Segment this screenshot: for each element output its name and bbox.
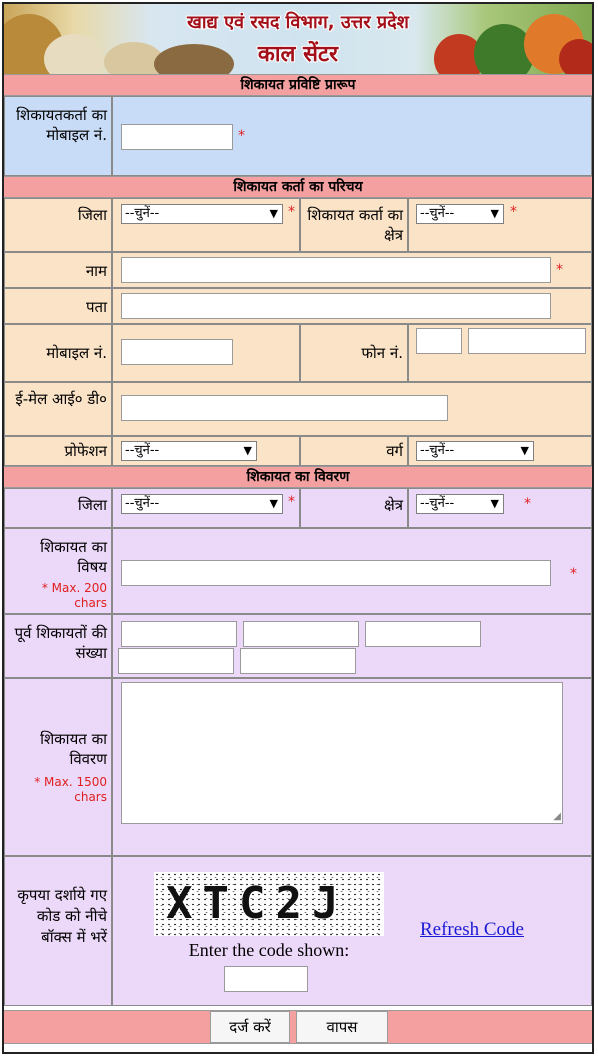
category-select[interactable] bbox=[416, 441, 534, 461]
section-entry-form: शिकायत प्रविष्टि प्रारूप bbox=[4, 74, 592, 96]
subject-input[interactable] bbox=[121, 560, 551, 586]
email-label-cell bbox=[4, 382, 112, 436]
previous-complaints-label: पूर्व शिकायतों की संख्या bbox=[14, 624, 107, 662]
district-label-cell bbox=[4, 198, 112, 252]
refresh-code-link[interactable]: Refresh Code bbox=[420, 919, 524, 940]
subject-label-cell bbox=[4, 528, 112, 614]
complaint-area-select[interactable] bbox=[416, 494, 504, 514]
mobile-label: मोबाइल नं. bbox=[46, 344, 107, 362]
dropdown-arrow-icon: ▼ bbox=[520, 444, 529, 457]
phone-label: फोन नं. bbox=[361, 344, 403, 362]
section-complaint-details: शिकायत का विवरण bbox=[4, 466, 592, 488]
complaint-area-label: क्षेत्र bbox=[383, 496, 403, 514]
profession-selected: --चुनें-- bbox=[125, 443, 160, 458]
district-selected: --चुनें-- bbox=[125, 206, 160, 221]
complaint-district-select[interactable] bbox=[121, 494, 283, 514]
district-label: जिला bbox=[77, 206, 107, 224]
complaint-area-label-cell bbox=[300, 488, 408, 528]
address-label-cell bbox=[4, 288, 112, 324]
captcha-label: कृपया दर्शाये गए कोड को नीचे बॉक्स में भरें bbox=[17, 886, 107, 946]
address-label: पता bbox=[86, 298, 107, 316]
description-label-cell bbox=[4, 678, 112, 856]
dropdown-arrow-icon: ▼ bbox=[243, 444, 252, 457]
complaint-form-page bbox=[2, 2, 594, 1054]
phone-label-cell bbox=[300, 324, 408, 382]
previous-complaint-input-5[interactable] bbox=[240, 648, 356, 674]
required-mark: * bbox=[238, 128, 245, 144]
description-textarea[interactable] bbox=[121, 682, 563, 824]
captcha-prompt: Enter the code shown: bbox=[188, 940, 350, 960]
subject-char-limit: * Max. 200 chars bbox=[41, 581, 107, 610]
required-mark: * bbox=[570, 566, 577, 582]
header-banner bbox=[4, 4, 592, 74]
name-label: नाम bbox=[85, 262, 107, 280]
subject-label: शिकायत का विषय bbox=[40, 538, 107, 576]
category-label: वर्ग bbox=[386, 442, 403, 460]
department-title: खाद्य एवं रसद विभाग, उत्तर प्रदेश bbox=[187, 12, 409, 33]
previous-complaint-input-2[interactable] bbox=[243, 621, 359, 647]
email-label: ई-मेल आई० डी० bbox=[15, 390, 107, 408]
complaint-district-label: जिला bbox=[77, 496, 107, 514]
category-label-cell bbox=[300, 436, 408, 466]
name-label-cell bbox=[4, 252, 112, 288]
email-input[interactable] bbox=[121, 395, 448, 421]
previous-complaint-input-1[interactable] bbox=[121, 621, 237, 647]
description-char-limit: * Max. 1500 chars bbox=[34, 775, 107, 804]
address-input[interactable] bbox=[121, 293, 551, 319]
required-mark: * bbox=[288, 204, 295, 220]
complainant-area-select[interactable] bbox=[416, 204, 504, 224]
previous-complaints-label-cell bbox=[4, 614, 112, 678]
mobile-label-cell bbox=[4, 96, 112, 176]
required-mark: * bbox=[524, 496, 531, 512]
captcha-image: XTC2J bbox=[154, 872, 384, 936]
complainant-mobile-label: शिकायतकर्ता का मोबाइल नं. bbox=[16, 106, 107, 144]
complainant-mobile-input[interactable] bbox=[121, 124, 233, 150]
dropdown-arrow-icon: ▼ bbox=[490, 497, 499, 510]
mobile-no-label-cell bbox=[4, 324, 112, 382]
captcha-input[interactable] bbox=[224, 966, 308, 992]
profession-label-cell bbox=[4, 436, 112, 466]
section-complainant-intro: शिकायत कर्ता का परिचय bbox=[4, 176, 592, 198]
back-button[interactable]: वापस bbox=[296, 1011, 388, 1043]
dropdown-arrow-icon: ▼ bbox=[490, 207, 499, 220]
phone-std-input[interactable] bbox=[416, 328, 462, 354]
profession-select[interactable] bbox=[121, 441, 257, 461]
complainant-area-selected: --चुनें-- bbox=[420, 206, 455, 221]
profession-label: प्रोफेशन bbox=[64, 442, 107, 460]
dropdown-arrow-icon: ▼ bbox=[269, 207, 278, 220]
required-mark: * bbox=[556, 262, 563, 278]
phone-number-input[interactable] bbox=[468, 328, 586, 354]
previous-complaint-input-3[interactable] bbox=[365, 621, 481, 647]
area-label-cell bbox=[300, 198, 408, 252]
dropdown-arrow-icon: ▼ bbox=[269, 497, 278, 510]
description-label: शिकायत का विवरण bbox=[40, 730, 107, 768]
resize-handle-icon[interactable]: ◢ bbox=[553, 811, 561, 822]
category-selected: --चुनें-- bbox=[420, 443, 455, 458]
name-input[interactable] bbox=[121, 257, 551, 283]
complaint-area-selected: --चुनें-- bbox=[420, 496, 455, 511]
submit-button[interactable]: दर्ज करें bbox=[210, 1011, 290, 1043]
required-mark: * bbox=[510, 204, 517, 220]
mobile-input[interactable] bbox=[121, 339, 233, 365]
captcha-label-cell bbox=[4, 856, 112, 1006]
previous-complaint-input-4[interactable] bbox=[118, 648, 234, 674]
complaint-district-label-cell bbox=[4, 488, 112, 528]
complaint-district-selected: --चुनें-- bbox=[125, 496, 160, 511]
district-select[interactable] bbox=[121, 204, 283, 224]
required-mark: * bbox=[288, 494, 295, 510]
complainant-area-label: शिकायत कर्ता का क्षेत्र bbox=[307, 206, 403, 244]
call-center-title: काल सेंटर bbox=[257, 42, 339, 67]
